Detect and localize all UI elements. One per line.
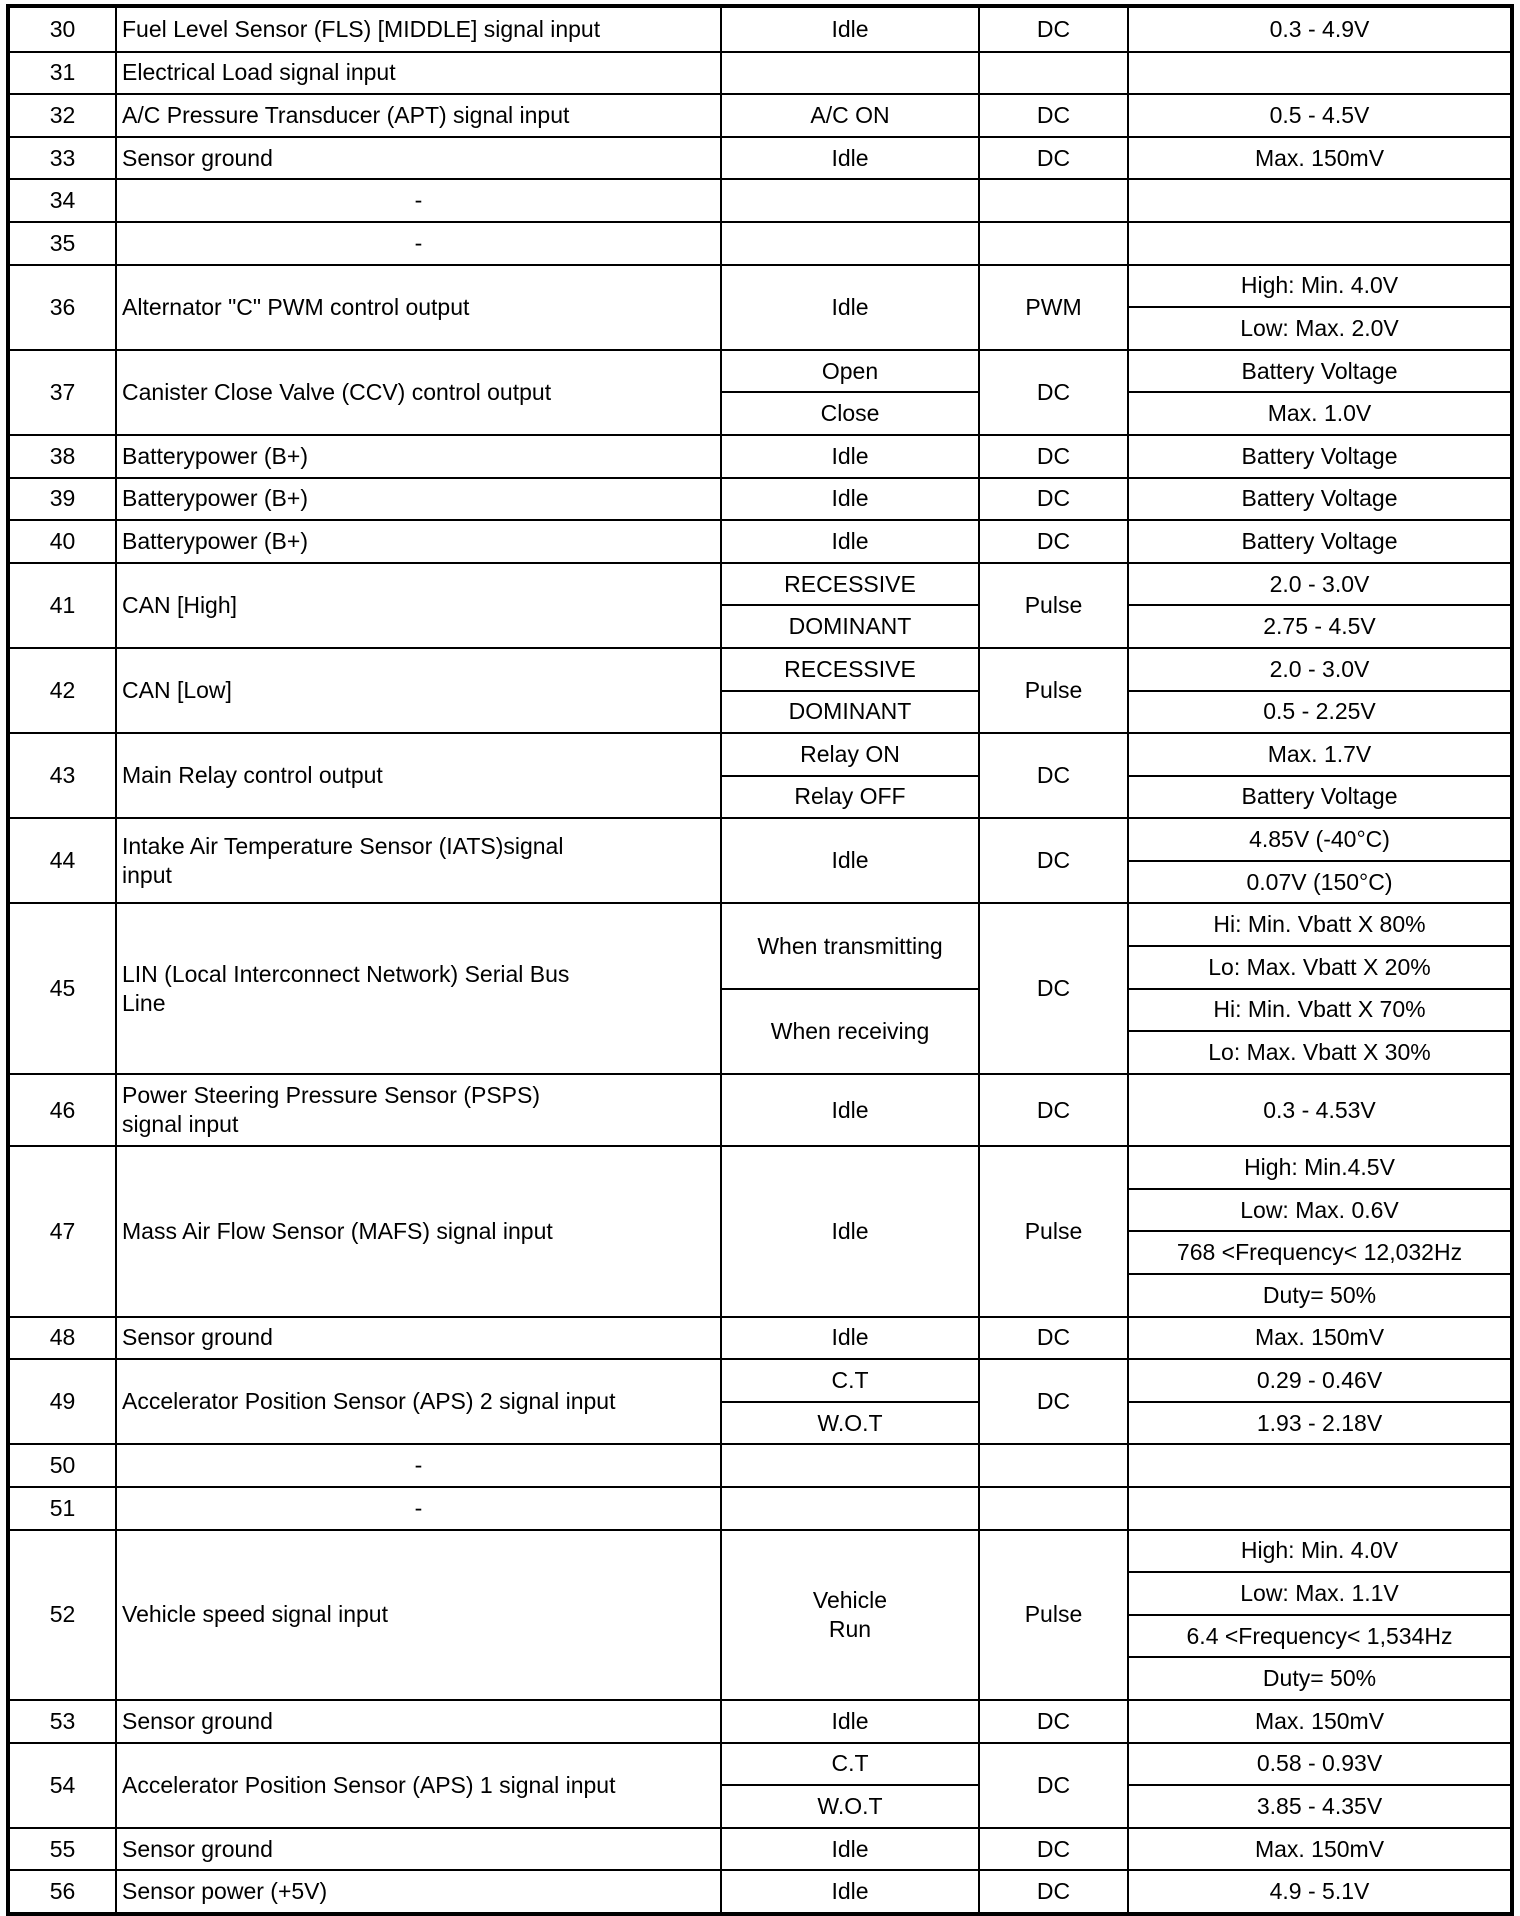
signal-type: DC (978, 1318, 1127, 1359)
pin-signal-table (6, 4, 1514, 1916)
condition: C.T (831, 1750, 869, 1777)
condition: When transmitting (757, 932, 943, 959)
pin-description: Sensor ground (115, 1701, 720, 1742)
level: 1.93 - 2.18V (1129, 1401, 1510, 1444)
condition: Idle (831, 293, 869, 320)
signal-type: DC (978, 521, 1127, 562)
pin-description: Accelerator Position Sensor (APS) 1 signal input (115, 1744, 720, 1827)
condition: Relay OFF (722, 775, 978, 818)
level (1129, 53, 1510, 94)
condition: Idle (831, 1217, 869, 1244)
condition-cell (720, 138, 978, 179)
condition: Idle (831, 15, 869, 42)
table-row (10, 647, 1510, 732)
level: Hi: Min. Vbatt X 70% (1129, 988, 1510, 1031)
level-cell (1127, 1147, 1510, 1315)
level-cell (1127, 223, 1510, 264)
pin-number: 48 (49, 1324, 76, 1351)
condition-cell (720, 1744, 978, 1827)
condition-cell (720, 734, 978, 817)
signal-type (978, 223, 1127, 264)
pin-number: 53 (49, 1707, 76, 1734)
level: Battery Voltage (1129, 775, 1510, 818)
level: 2.0 - 3.0V (1269, 570, 1370, 597)
condition (722, 223, 978, 264)
signal-type: DC (978, 904, 1127, 1072)
level: Low: Max. 1.1V (1129, 1571, 1510, 1614)
pin-description: A/C Pressure Transducer (APT) signal input (115, 95, 720, 136)
table-row (10, 477, 1510, 520)
condition (722, 1488, 978, 1529)
level: 2.0 - 3.0V (1269, 655, 1370, 682)
level (1129, 223, 1510, 264)
pin-description: - (115, 223, 720, 264)
pin-number: 38 (49, 442, 76, 469)
condition-cell (720, 1488, 978, 1529)
condition-cell (720, 649, 978, 732)
signal-type: DC (978, 479, 1127, 520)
condition: Open (821, 357, 879, 384)
level-cell (1127, 1871, 1510, 1912)
signal-type (978, 1445, 1127, 1486)
table-row (10, 136, 1510, 179)
level-cell (1127, 479, 1510, 520)
level: Max. 1.0V (1129, 391, 1510, 434)
level: Max. 150mV (1254, 1324, 1385, 1351)
signal-type: DC (978, 351, 1127, 434)
level: High: Min.4.5V (1244, 1154, 1395, 1181)
level: 3.85 - 4.35V (1129, 1784, 1510, 1827)
level: Lo: Max. Vbatt X 30% (1129, 1030, 1510, 1073)
level-cell (1127, 649, 1510, 732)
pin-description: Canister Close Valve (CCV) control output (115, 351, 720, 434)
pin-description: - (115, 1445, 720, 1486)
condition-cell (720, 95, 978, 136)
level-cell (1127, 95, 1510, 136)
level-cell (1127, 1360, 1510, 1443)
level: 0.3 - 4.9V (1269, 15, 1370, 42)
condition: Idle (831, 1835, 869, 1862)
level-cell (1127, 8, 1510, 51)
pin-description: - (115, 180, 720, 221)
signal-type: DC (978, 1075, 1127, 1145)
signal-type: PWM (978, 266, 1127, 349)
signal-type: DC (978, 436, 1127, 477)
pin-number: 34 (49, 187, 76, 214)
pin-description: CAN [High] (115, 564, 720, 647)
condition (722, 180, 978, 221)
pin-description: LIN (Local Interconnect Network) Serial Bus Line (115, 904, 720, 1072)
level: High: Min. 4.0V (1240, 1537, 1399, 1564)
condition: Idle (831, 144, 869, 171)
level: 0.5 - 4.5V (1269, 101, 1370, 128)
condition (722, 53, 978, 94)
level-cell (1127, 1701, 1510, 1742)
pin-description: Batterypower (B+) (115, 436, 720, 477)
condition: Idle (831, 847, 869, 874)
pin-number: 51 (49, 1494, 76, 1521)
table-row (10, 1869, 1510, 1912)
signal-type: DC (978, 1744, 1127, 1827)
pin-description: Batterypower (B+) (115, 479, 720, 520)
pin-number: 49 (49, 1388, 76, 1415)
table-row (10, 221, 1510, 264)
condition-cell (720, 564, 978, 647)
level: Low: Max. 2.0V (1129, 306, 1510, 349)
pin-description: Vehicle speed signal input (115, 1531, 720, 1699)
condition-cell (720, 1701, 978, 1742)
table-row (10, 349, 1510, 434)
table-row (10, 1699, 1510, 1742)
condition-cell (720, 266, 978, 349)
table-row (10, 519, 1510, 562)
condition: RECESSIVE (784, 570, 916, 597)
table-row (10, 434, 1510, 477)
pin-number: 44 (49, 847, 76, 874)
table-row (10, 93, 1510, 136)
level: 0.29 - 0.46V (1256, 1367, 1383, 1394)
condition-cell (720, 1531, 978, 1699)
pin-description: Mass Air Flow Sensor (MAFS) signal input (115, 1147, 720, 1315)
pin-number: 50 (49, 1452, 76, 1479)
condition: C.T (831, 1367, 869, 1394)
level-cell (1127, 1488, 1510, 1529)
condition-cell (720, 1075, 978, 1145)
pin-description: Power Steering Pressure Sensor (PSPS) signal input (115, 1075, 720, 1145)
condition: RECESSIVE (784, 655, 916, 682)
level: 0.3 - 4.53V (1263, 1096, 1376, 1123)
table-row (10, 1827, 1510, 1870)
table-row (10, 817, 1510, 902)
condition: A/C ON (810, 101, 890, 128)
level: Duty= 50% (1129, 1656, 1510, 1699)
condition (722, 1445, 978, 1486)
condition: Idle (831, 1707, 869, 1734)
level: 768 <Frequency< 12,032Hz (1129, 1230, 1510, 1273)
pin-description: Batterypower (B+) (115, 521, 720, 562)
pin-number: 32 (49, 101, 76, 128)
condition: Idle (831, 485, 869, 512)
pin-description: Main Relay control output (115, 734, 720, 817)
condition-cell (720, 223, 978, 264)
pin-number: 42 (49, 677, 76, 703)
signal-type: DC (978, 1360, 1127, 1443)
table-row (10, 1443, 1510, 1486)
pin-number: 46 (49, 1096, 76, 1123)
signal-type (978, 180, 1127, 221)
pin-number: 33 (49, 144, 76, 171)
level: Max. 150mV (1254, 144, 1385, 171)
pin-description: Accelerator Position Sensor (APS) 2 signal input (115, 1360, 720, 1443)
level-cell (1127, 904, 1510, 1072)
signal-type: DC (978, 8, 1127, 51)
table-row (10, 1529, 1510, 1699)
level: Max. 1.7V (1267, 740, 1372, 767)
pin-description: - (115, 1488, 720, 1529)
condition-cell (720, 180, 978, 221)
level: Max. 150mV (1254, 1707, 1385, 1734)
condition-cell (720, 479, 978, 520)
level: 0.5 - 2.25V (1129, 690, 1510, 733)
pin-description: Sensor ground (115, 1829, 720, 1870)
condition-cell (720, 436, 978, 477)
pin-number: 55 (49, 1835, 76, 1862)
condition-cell (720, 819, 978, 902)
level-cell (1127, 564, 1510, 647)
table-row (10, 51, 1510, 94)
level-cell (1127, 1744, 1510, 1827)
pin-number: 31 (49, 59, 76, 86)
condition-cell (720, 351, 978, 434)
table-row (10, 1742, 1510, 1827)
table-row (10, 902, 1510, 1072)
level: High: Min. 4.0V (1240, 272, 1399, 299)
pin-description: Electrical Load signal input (115, 53, 720, 94)
level-cell (1127, 138, 1510, 179)
pin-number: 45 (49, 975, 76, 1002)
signal-type: DC (978, 819, 1127, 902)
condition-cell (720, 1360, 978, 1443)
condition: Idle (831, 442, 869, 469)
level-cell (1127, 1829, 1510, 1870)
signal-type: Pulse (978, 1531, 1127, 1699)
condition: Idle (831, 527, 869, 554)
condition-cell (720, 1829, 978, 1870)
signal-type: DC (978, 1829, 1127, 1870)
pin-number: 39 (49, 485, 76, 512)
level: Battery Voltage (1241, 357, 1398, 384)
table-row (10, 562, 1510, 647)
level-cell (1127, 1075, 1510, 1145)
condition-cell (720, 1318, 978, 1359)
pin-number: 47 (49, 1217, 76, 1244)
pin-number: 36 (49, 293, 76, 320)
level: 0.07V (150°C) (1129, 860, 1510, 903)
level: Battery Voltage (1241, 527, 1398, 554)
signal-type (978, 53, 1127, 94)
level: Low: Max. 0.6V (1129, 1188, 1510, 1231)
pin-number: 56 (49, 1878, 76, 1905)
condition-cell (720, 521, 978, 562)
signal-type: Pulse (978, 1147, 1127, 1315)
signal-type: Pulse (978, 564, 1127, 647)
pin-number: 30 (49, 15, 76, 42)
signal-type: DC (978, 95, 1127, 136)
condition: Close (722, 391, 978, 434)
condition-cell (720, 53, 978, 94)
condition: Idle (831, 1324, 869, 1351)
level: 6.4 <Frequency< 1,534Hz (1129, 1614, 1510, 1657)
condition-cell (720, 1445, 978, 1486)
level: Duty= 50% (1129, 1273, 1510, 1316)
pin-number: 54 (49, 1771, 76, 1798)
condition-cell (720, 1871, 978, 1912)
pin-number: 43 (49, 762, 76, 789)
condition-cell (720, 904, 978, 1072)
condition: W.O.T (722, 1401, 978, 1444)
level: 0.58 - 0.93V (1256, 1750, 1383, 1777)
condition: When receiving (722, 988, 978, 1073)
level-cell (1127, 180, 1510, 221)
pin-number: 40 (49, 527, 76, 554)
table-row (10, 1486, 1510, 1529)
pin-description: Alternator "C" PWM control output (115, 266, 720, 349)
level-cell (1127, 521, 1510, 562)
pin-number: 37 (49, 378, 76, 405)
table-row (10, 8, 1510, 51)
pin-number: 41 (49, 591, 76, 618)
condition: Vehicle Run (812, 1586, 888, 1642)
table-row (10, 732, 1510, 817)
level-cell (1127, 266, 1510, 349)
condition: Idle (831, 1096, 869, 1123)
condition-cell (720, 8, 978, 51)
level-cell (1127, 53, 1510, 94)
level (1129, 1488, 1510, 1529)
table-row (10, 1316, 1510, 1359)
level: Lo: Max. Vbatt X 20% (1129, 945, 1510, 988)
pin-number: 52 (49, 1601, 76, 1628)
pin-description: Fuel Level Sensor (FLS) [MIDDLE] signal input (115, 8, 720, 51)
level-cell (1127, 734, 1510, 817)
signal-type: DC (978, 138, 1127, 179)
pin-description: CAN [Low] (115, 649, 720, 732)
signal-type: Pulse (978, 649, 1127, 732)
level: Hi: Min. Vbatt X 80% (1213, 911, 1426, 938)
level-cell (1127, 351, 1510, 434)
level: 4.9 - 5.1V (1269, 1878, 1370, 1905)
condition: Idle (831, 1878, 869, 1905)
pin-number: 35 (49, 229, 76, 256)
condition: DOMINANT (722, 604, 978, 647)
level: Battery Voltage (1241, 485, 1398, 512)
condition: Relay ON (800, 740, 900, 767)
signal-type: DC (978, 1701, 1127, 1742)
pin-description: Sensor ground (115, 138, 720, 179)
table-row (10, 178, 1510, 221)
level-cell (1127, 436, 1510, 477)
level (1129, 1445, 1510, 1486)
condition: W.O.T (722, 1784, 978, 1827)
level-cell (1127, 819, 1510, 902)
signal-type (978, 1488, 1127, 1529)
level (1129, 180, 1510, 221)
table-row (10, 1073, 1510, 1145)
signal-type: DC (978, 734, 1127, 817)
pin-description: Intake Air Temperature Sensor (IATS)signal input (115, 819, 720, 902)
pin-description: Sensor ground (115, 1318, 720, 1359)
condition-cell (720, 1147, 978, 1315)
level: 2.75 - 4.5V (1129, 604, 1510, 647)
level-cell (1127, 1531, 1510, 1699)
level-cell (1127, 1445, 1510, 1486)
pin-description: Sensor power (+5V) (115, 1871, 720, 1912)
signal-type: DC (978, 1871, 1127, 1912)
table-row (10, 1358, 1510, 1443)
level-cell (1127, 1318, 1510, 1359)
level: Battery Voltage (1241, 442, 1398, 469)
table-row (10, 1145, 1510, 1315)
condition: DOMINANT (722, 690, 978, 733)
level: 4.85V (-40°C) (1249, 826, 1390, 853)
level: Max. 150mV (1254, 1835, 1385, 1862)
table-row (10, 264, 1510, 349)
